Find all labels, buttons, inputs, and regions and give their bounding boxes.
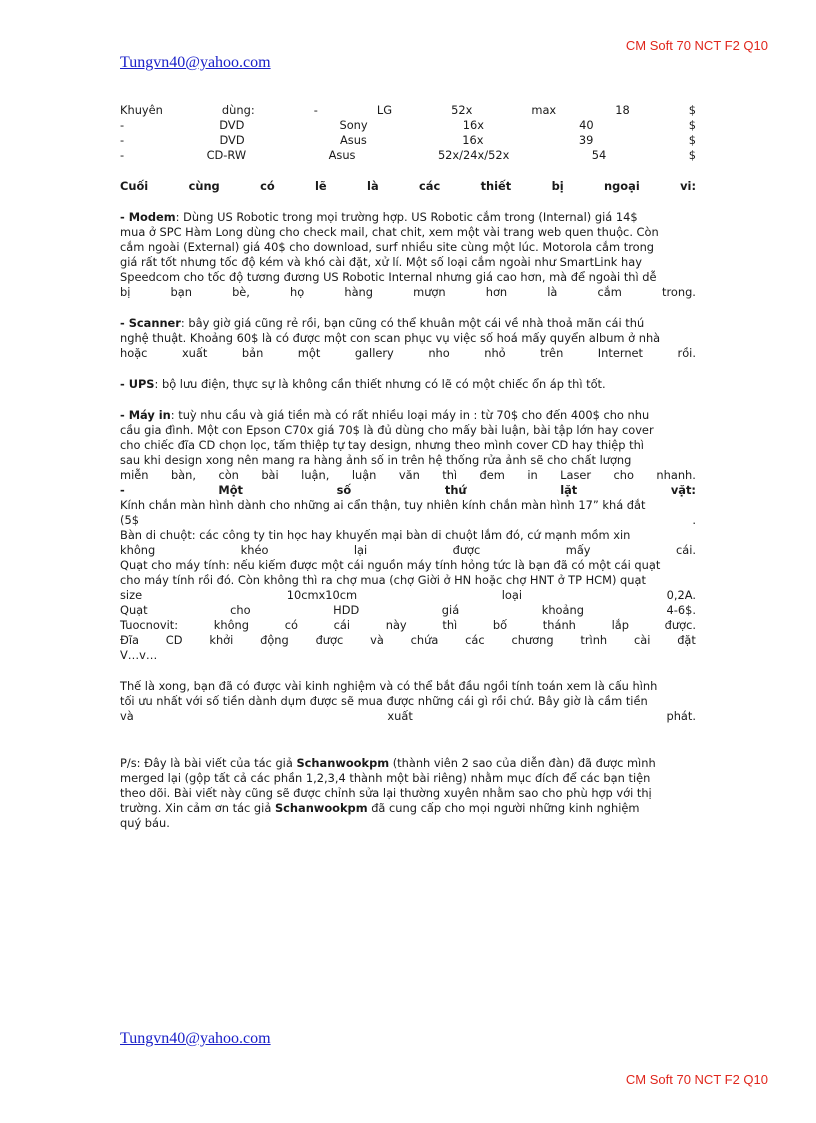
modem-line-3: cắm ngoài (External) giá 40$ cho download, surf nhiều site cùng một lúc. Motorola cắm trong xyxy=(120,240,655,254)
word: Khuyên xyxy=(120,103,163,117)
word: ngoại xyxy=(604,179,640,193)
word: thiết xyxy=(480,179,512,193)
printer-line-5 xyxy=(120,468,696,483)
word: luận xyxy=(351,468,377,482)
email-link-bottom[interactable]: Tungvn40@yahoo.com xyxy=(120,1030,271,1047)
word: lại xyxy=(353,543,368,557)
ps-line-1: P/s: Đây là bài viết của tác giả Schanwookpm (thành viên 2 sao của diễn đàn) đã được mình xyxy=(120,756,656,770)
word: chứa xyxy=(410,633,439,647)
word: $ xyxy=(688,148,696,162)
word: mượn xyxy=(413,285,446,299)
word: đem xyxy=(479,468,505,482)
recommend-row-2 xyxy=(120,118,696,133)
misc-line-10 xyxy=(120,633,696,648)
word: được xyxy=(452,543,481,557)
word: miễn xyxy=(120,468,149,482)
modem-line-6 xyxy=(120,285,696,300)
modem-line-2: mua ở SPC Hàm Long dùng cho check mail, chat chit, xem một vài trang web quen thuộc. Còn xyxy=(120,225,659,239)
word: trên xyxy=(540,346,564,360)
word: bài xyxy=(261,468,279,482)
ps-line-4: trường. Xin cảm ơn tác giả Schanwookpm đã cung cấp cho mọi người những kinh nghiệm xyxy=(120,801,640,815)
word: bàn, xyxy=(170,468,196,482)
word: DVD xyxy=(219,133,245,147)
ups-line: - UPS: bộ lưu điện, thực sự là không cần thiết nhưng có lẽ có một chiếc ổn áp thì tốt. xyxy=(120,377,606,391)
word: - xyxy=(313,103,318,117)
word: hoặc xyxy=(120,346,148,360)
word: 16x xyxy=(462,118,485,132)
word: này xyxy=(385,618,407,632)
misc-line-8 xyxy=(120,603,696,618)
word: một xyxy=(297,346,321,360)
word: thứ xyxy=(444,483,467,497)
misc-line-6: cho máy tính rồi đó. Còn không thì ra chợ mua (chợ Giời ở HN hoặc chợ HNT ở TP HCM) quạt xyxy=(120,573,646,587)
conclusion-line-3 xyxy=(120,709,696,724)
word: chương xyxy=(511,633,554,647)
word: bạn xyxy=(170,285,192,299)
document-body xyxy=(120,103,696,831)
word: số xyxy=(336,483,352,497)
word: bản xyxy=(241,346,264,360)
word: xuất xyxy=(181,346,208,360)
word: cái xyxy=(333,618,351,632)
recommend-row-4 xyxy=(120,148,696,163)
misc-line-9 xyxy=(120,618,696,633)
word: bố xyxy=(492,618,508,632)
word: cùng xyxy=(188,179,220,193)
header-label: CM Soft 70 NCT F2 Q10 xyxy=(625,38,768,53)
recommend-row-3 xyxy=(120,133,696,148)
email-link-top[interactable]: Tungvn40@yahoo.com xyxy=(120,54,271,71)
word: nhanh. xyxy=(656,468,696,482)
word: - xyxy=(120,118,125,132)
ps-line-3: theo dõi. Bài viết này cũng sẽ được chỉnh sửa lại thường xuyên nhằm sao cho phù hợp với thị xyxy=(120,786,652,800)
word: và xyxy=(370,633,384,647)
word: Quạt xyxy=(120,603,148,617)
word: lẽ xyxy=(315,179,327,193)
word: 16x xyxy=(462,133,484,147)
word: còn xyxy=(218,468,239,482)
word: Tuocnovit: xyxy=(120,618,179,632)
footer-label: CM Soft 70 NCT F2 Q10 xyxy=(625,1072,768,1087)
word: cài xyxy=(633,633,651,647)
word: đặt xyxy=(677,633,696,647)
word: 0,2A. xyxy=(666,588,696,602)
word: thì xyxy=(442,468,458,482)
word: $ xyxy=(688,103,696,117)
word: trong. xyxy=(661,285,696,299)
word: vi: xyxy=(680,179,696,193)
misc-line-11: V…v… xyxy=(120,648,158,662)
modem-line-5: Speedcom cho tốc độ tương đương US Robotic Internal nhưng giá cao hơn, mà để ngoài thì dễ xyxy=(120,270,657,284)
word: gallery xyxy=(354,346,394,360)
word: . xyxy=(692,513,696,527)
peripherals-heading xyxy=(120,179,696,194)
word: trình xyxy=(580,633,608,647)
word: có xyxy=(284,618,298,632)
word: Cuối xyxy=(120,179,149,193)
word: cho xyxy=(613,468,634,482)
word: DVD xyxy=(219,118,245,132)
ps-line-5: quý báu. xyxy=(120,816,170,830)
word: Asus xyxy=(339,133,367,147)
scanner-line-1: - Scanner: bây giờ giá cũng rẻ rồi, bạn cũng có thể khuân một cái về nhà thoả mãn cái thú xyxy=(120,316,645,330)
word: khéo xyxy=(240,543,269,557)
word: các xyxy=(465,633,485,647)
word: rồi. xyxy=(677,346,696,360)
word: giá xyxy=(441,603,460,617)
word: size xyxy=(120,588,143,602)
word: nho xyxy=(428,346,450,360)
word: hàng xyxy=(344,285,373,299)
word: mấy xyxy=(565,543,591,557)
word: có xyxy=(260,179,275,193)
word: CD-RW xyxy=(206,148,247,162)
word: cái. xyxy=(675,543,696,557)
misc-line-5: Quạt cho máy tính: nếu kiếm được một cái nguồn máy tính hỏng tức là bạn đã có một cái quạt xyxy=(120,558,661,572)
word: cắm xyxy=(597,285,622,299)
word: 4-6$. xyxy=(666,603,696,617)
word: không xyxy=(120,543,156,557)
word: và xyxy=(120,709,134,723)
word: không xyxy=(213,618,249,632)
misc-heading xyxy=(120,483,696,498)
word: - xyxy=(120,483,125,497)
ps-line-2: merged lại (gộp tất cả các phần 1,2,3,4 thành một bài riêng) nhằm mục đích để các bạn tiện xyxy=(120,771,651,785)
word: 40 xyxy=(579,118,594,132)
word: 18 xyxy=(615,103,630,117)
word: được. xyxy=(664,618,696,632)
scanner-line-2: nghệ thuật. Khoảng 60$ là có được một con scan phục vụ việc số hoá mấy quyển album ở nhà xyxy=(120,331,661,345)
word: Asus xyxy=(328,148,356,162)
word: 52x/24x/52x xyxy=(437,148,510,162)
word: 39 xyxy=(578,133,594,147)
word: văn xyxy=(398,468,420,482)
word: luận, xyxy=(301,468,330,482)
word: $ xyxy=(688,133,696,147)
word: Laser xyxy=(560,468,592,482)
printer-line-1: - Máy in: tuỳ nhu cầu và giá tiền mà có rất nhiều loại máy in : từ 70$ cho đến 400$ cho nhu xyxy=(120,408,650,422)
word: Đĩa xyxy=(120,633,139,647)
printer-line-3: cho chiếc đĩa CD chọn lọc, tấm thiệp tự tay design, nhưng theo mình cover CD hay thiệp thì xyxy=(120,438,644,452)
misc-line-4 xyxy=(120,543,696,558)
word: in xyxy=(527,468,538,482)
misc-line-2 xyxy=(120,513,696,528)
conclusion-line-2: tối ưu nhất với số tiền dành dụm được sẽ mua được những cái gì rồi chứ. Bây giờ là cầm tiền xyxy=(120,694,648,708)
word: 10cmx10cm xyxy=(286,588,358,602)
word: được xyxy=(315,633,344,647)
word: bị xyxy=(551,179,564,193)
misc-line-3: Bàn di chuột: các công ty tin học hay khuyến mại bàn di chuột lắm đó, cứ mạnh mồm xin xyxy=(120,528,631,542)
word: thánh xyxy=(542,618,576,632)
word: HDD xyxy=(333,603,360,617)
word: - xyxy=(120,133,125,147)
word: hơn xyxy=(485,285,508,299)
word: CD xyxy=(165,633,183,647)
word: các xyxy=(419,179,441,193)
word: (5$ xyxy=(120,513,139,527)
word: thì xyxy=(442,618,458,632)
word: Internet xyxy=(597,346,644,360)
word: bè, xyxy=(232,285,250,299)
word: vặt: xyxy=(670,483,696,497)
word: 52x xyxy=(451,103,473,117)
word: phát. xyxy=(666,709,696,723)
misc-line-1: Kính chắn màn hình dành cho những ai cẩn thận, tuy nhiên kính chắn màn hình 17” khá đắt xyxy=(120,498,646,512)
word: bị xyxy=(120,285,131,299)
word: khoảng xyxy=(541,603,584,617)
word: 54 xyxy=(591,148,607,162)
word: loại xyxy=(501,588,523,602)
word: xuất xyxy=(387,709,413,723)
word: - xyxy=(120,148,125,162)
conclusion-line-1: Thế là xong, bạn đã có được vài kinh nghiệm và có thể bắt đầu ngồi tính toán xem là cấu hình xyxy=(120,679,658,693)
word: $ xyxy=(688,118,696,132)
word: cho xyxy=(230,603,251,617)
word: nhỏ xyxy=(484,346,506,360)
word: max xyxy=(531,103,557,117)
word: động xyxy=(260,633,289,647)
scanner-line-3 xyxy=(120,346,696,361)
word: Sony xyxy=(339,118,368,132)
word: LG xyxy=(376,103,393,117)
word: lắp xyxy=(611,618,629,632)
word: Một xyxy=(218,483,243,497)
word: họ xyxy=(290,285,305,299)
modem-line-1: - Modem: Dùng US Robotic trong mọi trường hợp. US Robotic cắm trong (Internal) giá 14$ xyxy=(120,210,638,224)
recommend-row-1 xyxy=(120,103,696,118)
word: lặt xyxy=(560,483,578,497)
modem-line-4: giá rất tốt nhưng tốc độ kém và khó cài đặt, xử lí. Một số loại cắm ngoài như SmartLink hay xyxy=(120,255,642,269)
printer-line-2: cầu gia đình. Một con Epson C70x giá 70$ là đủ dùng cho mấy bài luận, bài tập lớn hay cover xyxy=(120,423,654,437)
word: là xyxy=(547,285,558,299)
misc-line-7 xyxy=(120,588,696,603)
word: là xyxy=(367,179,379,193)
word: khởi xyxy=(209,633,234,647)
word: dùng: xyxy=(221,103,255,117)
printer-line-4: sau khi design xong nên mang ra hàng ảnh số in trên hệ thống rửa ảnh sẽ cho chất lượng xyxy=(120,453,632,467)
